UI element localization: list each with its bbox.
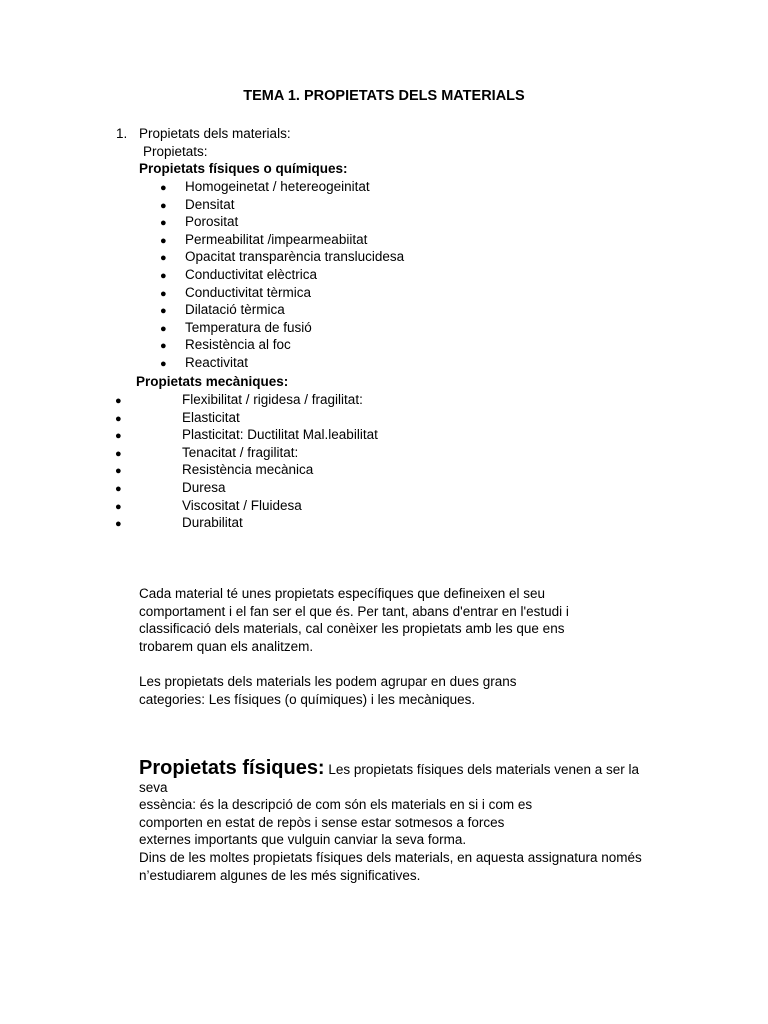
paragraph-line: externes importants que vulguin canviar la seva forma. [139, 832, 467, 848]
list-item: ● Duresa [115, 479, 378, 497]
list-item: ● Plasticitat: Ductilitat Mal.leabilitat [115, 426, 378, 444]
bullet-icon: ● [115, 430, 122, 443]
bullet-icon: ● [160, 357, 167, 370]
list-item: ● Durabilitat [115, 514, 378, 532]
bullet-icon: ● [160, 182, 167, 194]
bullet-icon: ● [115, 447, 122, 460]
paragraph-line: classificació dels materials, cal conèixer les propietats amb les que ens [139, 621, 565, 637]
paragraph-intro [139, 585, 609, 655]
paragraph-line: categories: Les físiques (o químiques) i les mecàniques. [139, 691, 476, 707]
list-item: ● Opacitat transparència translucidesa [160, 248, 404, 266]
paragraph-fisiques [139, 757, 679, 884]
fisiques-big-heading: Propietats físiques: [139, 757, 325, 779]
section-heading [116, 125, 291, 143]
paragraph-line: seva [139, 779, 168, 795]
mecaniques-list [115, 391, 378, 532]
fisiques-heading: Propietats físiques o químiques: [139, 161, 348, 176]
list-item: ● Permeabilitat /impearmeabiitat [160, 231, 404, 249]
list-item: ● Temperatura de fusió [160, 319, 404, 337]
list-item: ● Porositat [160, 213, 404, 231]
bullet-icon: ● [160, 199, 167, 212]
bullet-icon: ● [160, 252, 167, 265]
list-item: ● Resistència al foc [160, 336, 404, 354]
list-item: ● Conductivitat elèctrica [160, 266, 404, 284]
list-item: ● Homogeinetat / hetereogeinitat [160, 178, 404, 196]
bullet-icon: ● [160, 234, 167, 247]
paragraph-line: n’estudiarem algunes de les més significatives. [139, 867, 421, 883]
list-item: ● Elasticitat [115, 409, 378, 427]
paragraph-line: comporten en estat de repòs i sense estar sotmesos a forces [139, 814, 505, 830]
list-item: ● Viscositat / Fluidesa [115, 497, 378, 515]
bullet-icon: ● [160, 322, 167, 335]
list-item: ● Densitat [160, 196, 404, 214]
list-item: ● Dilatació tèrmica [160, 301, 404, 319]
bullet-icon: ● [115, 482, 122, 495]
bullet-icon: ● [160, 305, 167, 318]
list-item: ● Resistència mecànica [115, 461, 378, 479]
list-item: ● Reactivitat [160, 354, 404, 372]
paragraph-line: trobarem quan els analitzem. [139, 638, 314, 654]
bullet-icon: ● [160, 217, 167, 230]
bullet-icon: ● [115, 518, 122, 531]
paragraph-line: Dins de les moltes propietats físiques dels materials, en aquesta assignatura només [139, 849, 642, 865]
bullet-icon: ● [115, 465, 122, 478]
document-title: TEMA 1. PROPIETATS DELS MATERIALS [243, 88, 525, 104]
list-item: ● Tenacitat / fragilitat: [115, 444, 378, 462]
paragraph-categories [139, 673, 559, 708]
paragraph-line: Propietats físiques: Les propietats físiques dels materials venen a ser la [139, 757, 640, 779]
paragraph-line: essència: és la descripció de com són els materials en si i com es [139, 797, 533, 813]
mecaniques-heading: Propietats mecàniques: [136, 374, 289, 389]
section-number: 1. [116, 126, 128, 141]
bullet-icon: ● [115, 412, 122, 425]
bullet-icon: ● [160, 269, 167, 282]
paragraph-line: Cada material té unes propietats específiques que defineixen el seu [139, 586, 546, 601]
bullet-icon: ● [160, 340, 167, 353]
list-item: ● Flexibilitat / rigidesa / fragilitat: [115, 391, 378, 409]
fisiques-list [160, 178, 404, 372]
section-subheading: Propietats: [143, 144, 208, 159]
bullet-icon: ● [115, 395, 122, 407]
paragraph-line: Les propietats dels materials les podem agrupar en dues grans [139, 674, 517, 689]
list-item: ● Conductivitat tèrmica [160, 284, 404, 302]
paragraph-line: comportament i el fan ser el que és. Per tant, abans d'entrar en l'estudi i [139, 603, 569, 619]
bullet-icon: ● [160, 287, 167, 300]
section-heading-text: Propietats dels materials: [139, 126, 291, 141]
bullet-icon: ● [115, 500, 122, 513]
